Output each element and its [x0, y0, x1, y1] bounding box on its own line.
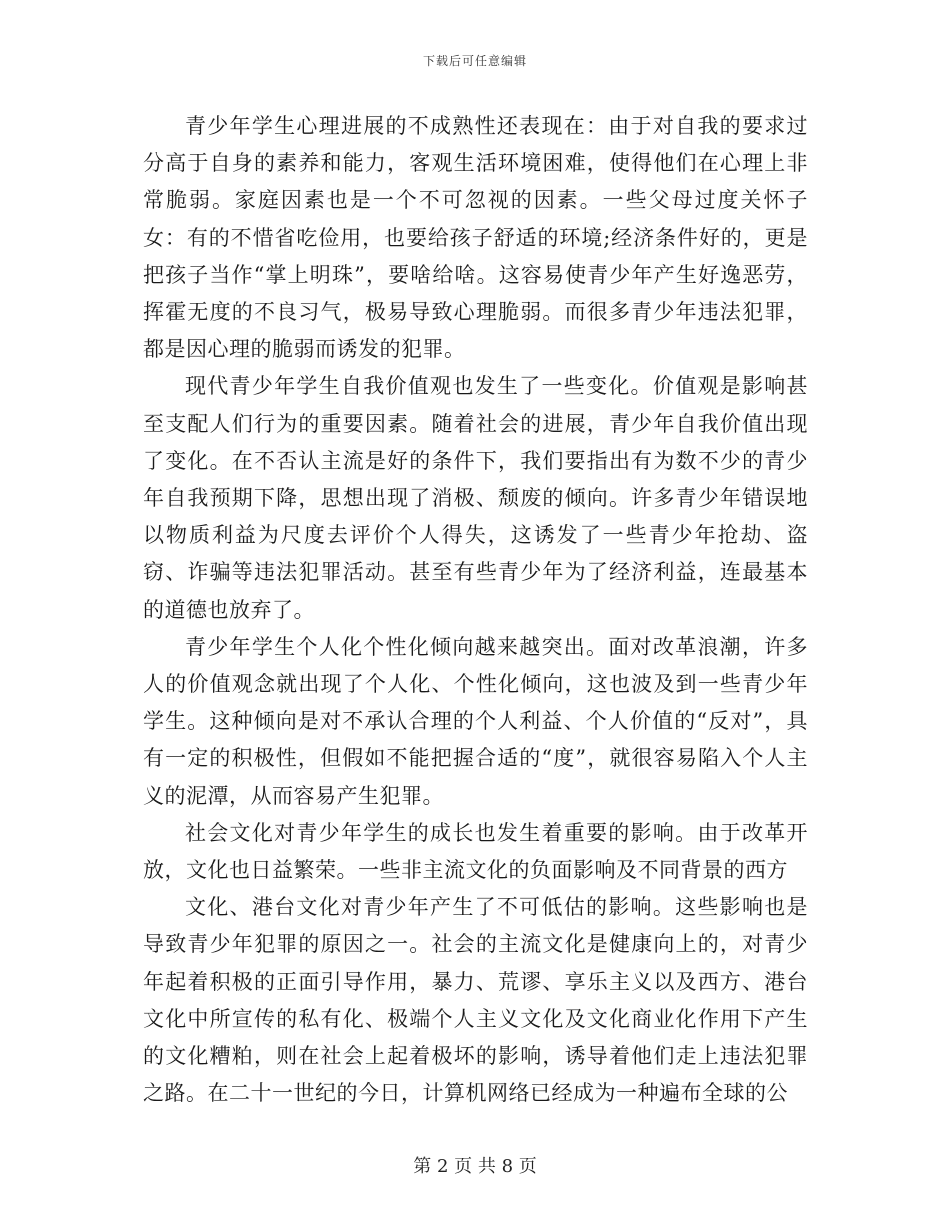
- page-header: 下载后可任意编辑: [422, 54, 527, 68]
- paragraph-3: 青少年学生个人化个性化倾向越来越突出。面对改革浪潮，许多人的价值观念就出现了个人化、个性化倾向，这也波及到一些青少年学生。这种倾向是对不承认合理的个人利益、个人价值的“反对”，具有一定的积极性，但假如不能把握合适的“度”，就很容易陷入个人主义的泥潭，从而容易产生犯罪。: [143, 634, 808, 808]
- paragraph-5: 文化、港台文化对青少年产生了不可低估的影响。这些影响也是导致青少年犯罪的原因之一。社会的主流文化是健康向上的，对青少年起着积极的正面引导作用，暴力、荒谬、享乐主义以及西方、港台文化中所宣传的私有化、极端个人主义文化及文化商业化作用下产生的文化糟粕，则在社会上起着极坏的影响，诱导着他们走上违法犯罪之路。在二十一世纪的今日，计算机网络已经成为一种遍布全球的公: [143, 895, 808, 1106]
- body-text: [143, 108, 808, 1112]
- paragraph-1: 青少年学生心理进展的不成熟性还表现在：由于对自我的要求过分高于自身的素养和能力，客观生活环境困难，使得他们在心理上非常脆弱。家庭因素也是一个不可忽视的因素。一些父母过度关怀子女：有的不惜省吃俭用，也要给孩子舒适的环境;经济条件好的，更是把孩子当作“掌上明珠”，要啥给啥。这容易使青少年产生好逸恶劳，挥霍无度的不良习气，极易导致心理脆弱。而很多青少年违法犯罪，都是因心理的脆弱而诱发的犯罪。: [143, 114, 808, 362]
- page-number-footer: 第 2 页 共 8 页: [413, 1156, 537, 1177]
- paragraph-2: 现代青少年学生自我价值观也发生了一些变化。价值观是影响甚至支配人们行为的重要因素。随着社会的进展，青少年自我价值出现了变化。在不否认主流是好的条件下，我们要指出有为数不少的青少年自我预期下降，思想出现了消极、颓废的倾向。许多青少年错误地以物质利益为尺度去评价个人得失，这诱发了一些青少年抢劫、盗窃、诈骗等违法犯罪活动。甚至有些青少年为了经济利益，连最基本的道德也放弃了。: [143, 374, 808, 622]
- paragraph-4: 社会文化对青少年学生的成长也发生着重要的影响。由于改革开放，文化也日益繁荣。一些非主流文化的负面影响及不同背景的西方: [143, 820, 808, 883]
